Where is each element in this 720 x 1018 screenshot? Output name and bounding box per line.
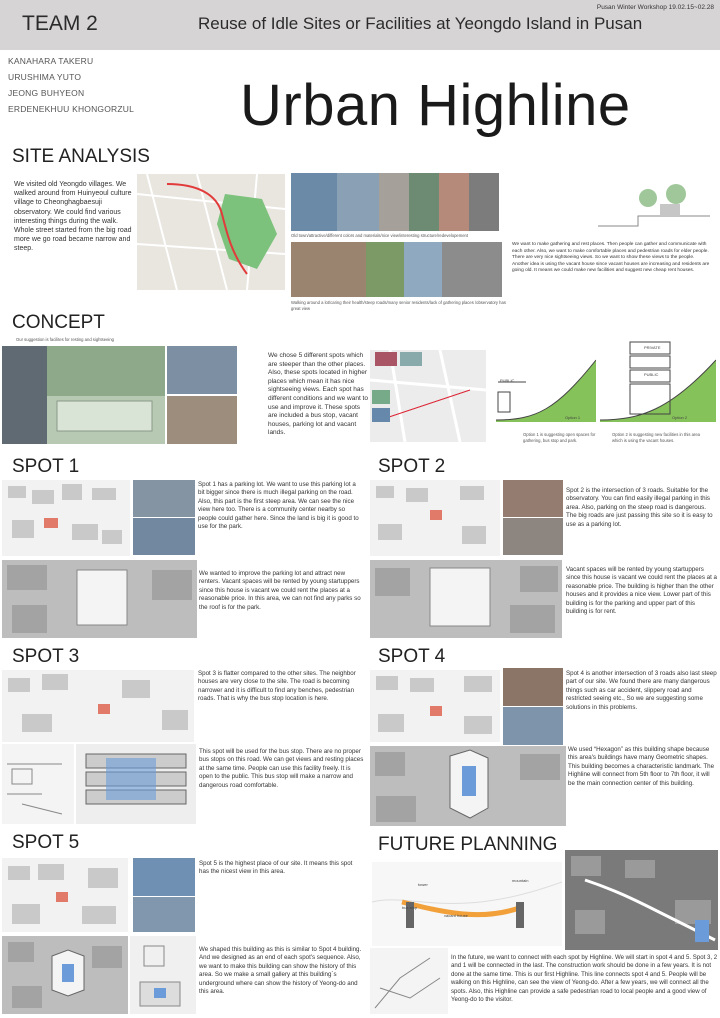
spot5-photo <box>133 858 195 896</box>
spot1-heading: SPOT 1 <box>12 456 80 477</box>
site-map <box>137 174 285 290</box>
workshop-label: Pusan Winter Workshop 19.02.15~02.28 <box>596 4 714 11</box>
spot-locations-map <box>370 350 486 442</box>
site-analysis-heading: SITE ANALYSIS <box>12 146 150 167</box>
member-name: ERDENEKHUU KHONGORZUL <box>8 104 135 114</box>
member-name: JEONG BUHYEON <box>8 88 85 98</box>
project-title: Reuse of Idle Sites or Facilities at Yeongdo Island in Pusan <box>198 14 643 33</box>
public-label: PUBLIC <box>644 372 659 377</box>
site-analysis-text: We want to make gathering and rest places. Then people can gather and communicate with each other. Also, we want to make comfortable places and pedestrian roads for elder people. There are very nice sightseeing views. So we want to show these views to the people. Another idea is using the vacant house since vacant houses are increasing and residents are going old. It means we could make new facilities and suggest new cheap rent houses. <box>512 242 710 274</box>
busstop-label: bus stop <box>402 905 418 910</box>
spot3-sketch <box>2 744 74 824</box>
option1-diagram <box>496 350 596 422</box>
concept-photo <box>2 346 47 444</box>
spot5-photo <box>133 897 195 932</box>
concept-photo <box>167 396 237 444</box>
site-photo <box>366 242 404 297</box>
photo-caption: Walking around a lot/caring their health/steep roads/many senior residents/lack of gathering places /observatory has great view <box>291 300 506 311</box>
spot4-text1: Spot 4 is another intersection of 3 roads also last steep part of our site. We found there are many dangerous things such as car accident, slippery road and restricted seeing etc., So we are suggesting some solutions in this problems. <box>566 670 717 711</box>
member-name: KANAHARA TAKERU <box>8 56 94 66</box>
spot5-heading: SPOT 5 <box>12 832 80 853</box>
spot1-text2: We wanted to improve the parking lot and attract new renters. Vacant spaces will be rented by young startuppers since this house is vacant we could rent the places at a reasonable price. In this area, we can not find any parks so the roof is for the park. <box>199 570 361 611</box>
site-photo <box>337 173 379 231</box>
spot1-iso-model <box>2 560 197 638</box>
spot3-text1: Spot 3 is flatter compared to the other sites. The neighbor houses are very close to the site. The road is becoming narrower and it is difficult to find any benches, pedestrian roads. That is why the bus stop location is here. <box>198 670 356 703</box>
site-analysis-intro: We visited old Yeongdo villages. We walked around from Huinyeoul culture village to Cheonghagbaesuji observatory. We could find various interesting things during the walk. Whole street started from the big road more we go road became narrow and steep. <box>14 181 132 253</box>
spot2-photo <box>503 518 563 555</box>
private-label: PRIVATE <box>644 345 661 350</box>
spot2-map <box>370 480 500 556</box>
highline-iso-model <box>565 850 718 950</box>
site-photo <box>379 173 409 231</box>
option2-caption: Option 2 is suggesting new facilities in this area which is using the vacant houses. <box>612 432 700 443</box>
site-photo <box>442 242 502 297</box>
main-title: Urban Highline <box>240 73 631 138</box>
team-label: TEAM 2 <box>22 12 98 35</box>
photo-caption: Old town/attractive/different colors and materials/nice view/interesting structure/redevelopement <box>291 233 469 238</box>
future-planning-heading: FUTURE PLANNING <box>378 834 558 855</box>
section-sketch <box>598 176 710 240</box>
spot1-text1: Spot 1 has a parking lot. We want to use this parking lot a bit bigger since there is much illegal parking on the road. Also, this part is the first steep area. We can see the nice view here too. There is a community center nearby so people could gather here. Since the land is big it is good to use for the park. <box>198 481 359 531</box>
site-photo <box>469 173 499 231</box>
spot4-heading: SPOT 4 <box>378 646 446 667</box>
spot2-text2: Vacant spaces will be rented by young startuppers since this house is vacant we could rent the places at a reasonable price. The building is higher than the other houses and it provides a nice view. Lower part of this building is for the parking and upper part of this building is for rent. <box>566 566 717 616</box>
concept-heading: CONCEPT <box>12 312 105 333</box>
spot4-photo <box>503 707 563 745</box>
spot2-text1: Spot 2 is the intersection of 3 roads. Suitable for the observatory. You can find easily illegal parking in this area. Also, parking on the steep road is dangerous. The big roads are just passing this site so it is easy to use as a parking lot. <box>566 487 713 528</box>
option2-diagram <box>600 340 716 422</box>
spot5-iso-model <box>2 936 128 1014</box>
mountain-label: mountain <box>512 878 529 883</box>
spot2-heading: SPOT 2 <box>378 456 446 477</box>
site-photo <box>409 173 439 231</box>
highline-sketch <box>370 948 448 1014</box>
concept-photo <box>47 346 165 444</box>
spot4-photo <box>503 668 563 706</box>
vacant-house-label: vacant house <box>444 913 468 918</box>
spot4-iso-model <box>370 746 566 826</box>
site-photo <box>439 173 469 231</box>
spot3-iso-model <box>76 744 196 824</box>
spot1-photo <box>133 518 195 555</box>
spot4-text2: We used “Hexagon” as this building shape because this area's buildings have many Geometric shapes. This building becomes a characteristic landmark. The Highline will connect from 5th floor to 7th floor, it will be the main connection center of this building. <box>568 746 715 787</box>
site-photo <box>404 242 442 297</box>
spot3-text2: This spot will be used for the bus stop. There are no proper bus stops on this road. We can get views and resting places at the same time. People can use this facility freely. It is open to the public. This bus stop will make a narrow and dangerous road comfortable. <box>199 748 364 789</box>
option1-caption: Option 1 is suggesting open spaces for gathering, bus stop and park. <box>523 432 596 443</box>
tower-label: tower <box>418 882 428 887</box>
spot3-heading: SPOT 3 <box>12 646 80 667</box>
spot5-detail <box>130 936 196 1014</box>
concept-photo <box>167 346 237 394</box>
site-photo <box>291 173 337 231</box>
option1-label: Option 1 <box>565 415 581 420</box>
spot5-map <box>2 858 128 932</box>
spot1-map <box>2 480 130 556</box>
spot1-photo <box>133 480 195 517</box>
option2-label: Option 2 <box>672 415 688 420</box>
concept-suggestion: Our suggestion is facilites for resting and sightseeing <box>16 337 114 342</box>
future-planning-text: In the future, we want to connect with each spot by Highline. We will start in spot 4 and 5. Spot 3, 2 and 1 will be connected in the last. The construction work should be done in a few years. It is not done at the same time. This is our first Highline. This line connects spot 4 and 5. People will be walking on this Highline, can see the view of Yeong-do. After a few years, we will connect all the spots. Also, this Highline can provide a safe pedestrian road to local people and a good view of Yeong-do to the visitor. <box>451 954 718 1004</box>
concept-text: We chose 5 different spots which are steeper than the other places. Also, these spots located in higher places which mean it has nice sightseeing views. Each spot has different conditions and we want to use and improve it. These spots are included a bus stop, vacant houses, parking lot and vacant lands. <box>268 352 368 437</box>
member-name: URUSHIMA YUTO <box>8 72 82 82</box>
spot4-map <box>370 670 500 742</box>
spot2-photo <box>503 480 563 517</box>
public-label: PUBLIC <box>500 378 515 383</box>
highline-diagram <box>372 862 562 946</box>
site-photo <box>291 242 366 297</box>
spot3-map <box>2 670 194 742</box>
spot2-iso-model <box>370 560 562 638</box>
spot5-text1: Spot 5 is the highest place of our site. It means this spot has the nicest view in this area. <box>199 860 353 876</box>
spot5-text2: We shaped this building as this is similar to Spot 4 building. And we designed as an end of each spot's sequence. Also, we want to make this building can show the history of this area. So we make a small gallery at this building`s underground where can show the history of Yeong-do and this area. <box>199 946 362 996</box>
